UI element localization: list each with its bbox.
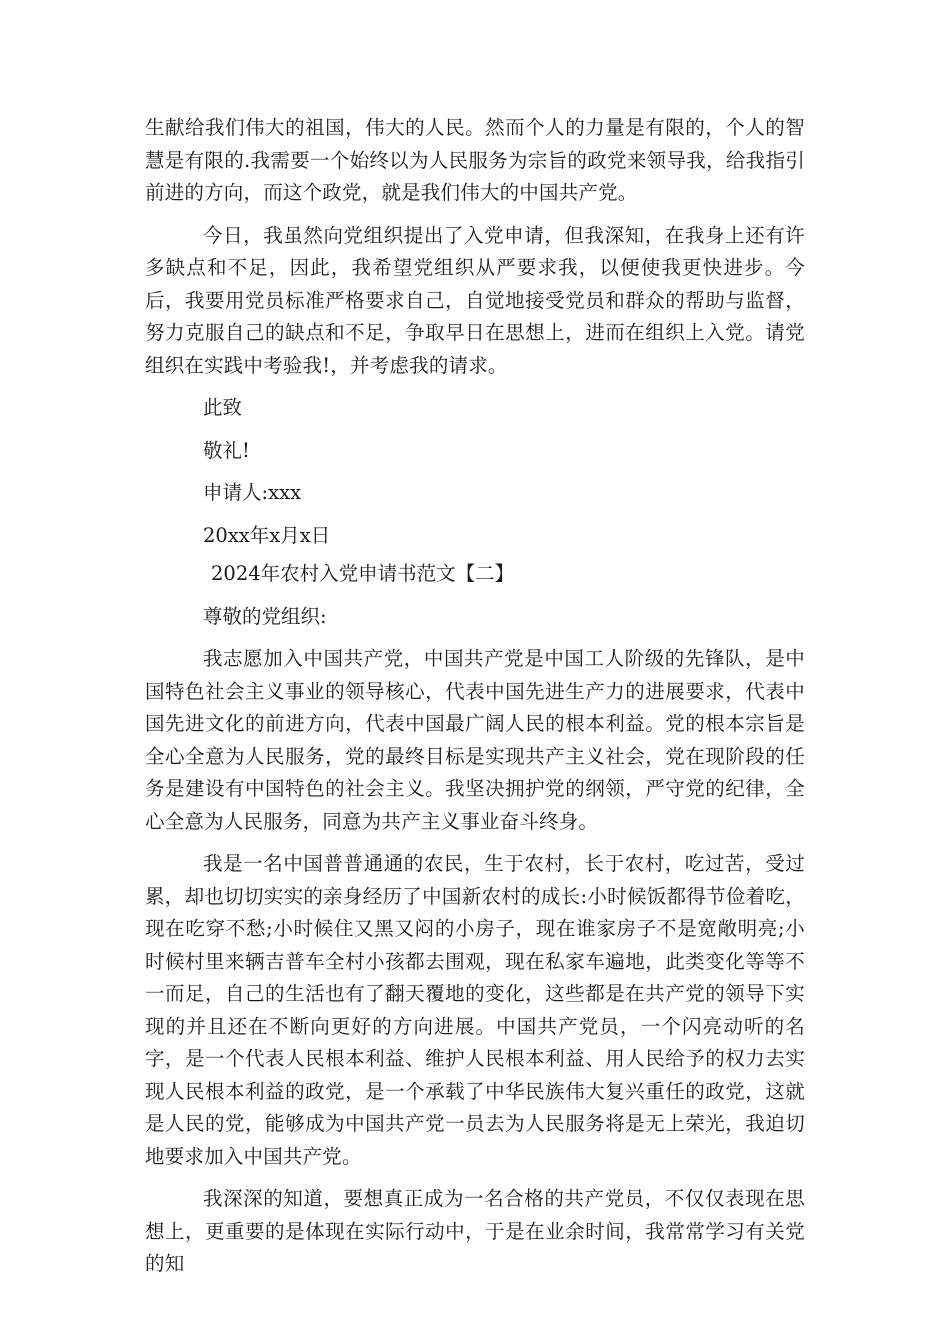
paragraph-continued: 生献给我们伟大的祖国，伟大的人民。然而个人的力量是有限的，个人的智慧是有限的.我需要一个始终以为人民服务为宗旨的政党来领导我，给我指引前进的方向，而这个政党，就是我们伟大的中国共产党。 (145, 116, 805, 204)
closing-line-2: 敬礼! (203, 438, 250, 462)
applicant-line: 申请人:xxx (203, 481, 302, 504)
section-title: 2024年农村入党申请书范文【二】 (211, 562, 515, 585)
document-page (145, 112, 805, 1281)
paragraph-volunteer: 我志愿加入中国共产党，中国共产党是中国工人阶级的先锋队，是中国特色社会主义事业的领导核心，代表中国先进生产力的进展要求，代表中国先进文化的前进方向，代表中国最广阔人民的根本利益。党的根本宗旨是全心全意为人民服务，党的最终目标是实现共产主义社会，党在现阶段的任务是建设有中国特色的社会主义。我坚决拥护党的纲领，严守党的纪律，全心全意为人民服务，同意为共产主义事业奋斗终身。 (145, 647, 805, 833)
paragraph-farmer-experience: 我是一名中国普普通通的农民，生于农村，长于农村，吃过苦，受过累，却也切切实实的亲身经历了中国新农村的成长:小时候饭都得节俭着吃，现在吃穿不愁;小时候住又黑又闷的小房子，现在谁家房子不是宽敞明亮;小时候村里来辆吉普车全村小孩都去围观，现在私家车遍地，此类变化等等不一而足，自己的生活也有了翻天覆地的变化，这些都是在共产党的领导下实现的并且还在不断向更好的方向进展。中国共产党员，一个闪亮动听的名字，是一个代表人民根本利益、维护人民根本利益、用人民给予的权力去实现人民根本利益的政党，是一个承载了中华民族伟大复兴重任的政党，这就是人民的党，能够成为中国共产党一员去为人民服务将是无上荣光，我迫切地要求加入中国共产党。 (145, 852, 805, 1168)
paragraph-application-commitment: 今日，我虽然向党组织提出了入党申请，但我深知，在我身上还有许多缺点和不足，因此，我希望党组织从严要求我，以便使我更快进步。今后，我要用党员标准严格要求自己，自觉地接受党员和群众的帮助与监督，努力克服自己的缺点和不足，争取早日在思想上，进而在组织上入党。请党组织在实践中考验我!，并考虑我的请求。 (145, 223, 805, 377)
closing-line-1: 此致 (203, 396, 243, 419)
paragraph-study: 我深深的知道，要想真正成为一名合格的共产党员，不仅仅表现在思想上，更重要的是体现在实际行动中，于是在业余时间，我常常学习有关党的知 (145, 1187, 805, 1275)
salutation: 尊敬的党组织: (203, 604, 327, 628)
date-line: 20xx年x月x日 (203, 523, 331, 547)
